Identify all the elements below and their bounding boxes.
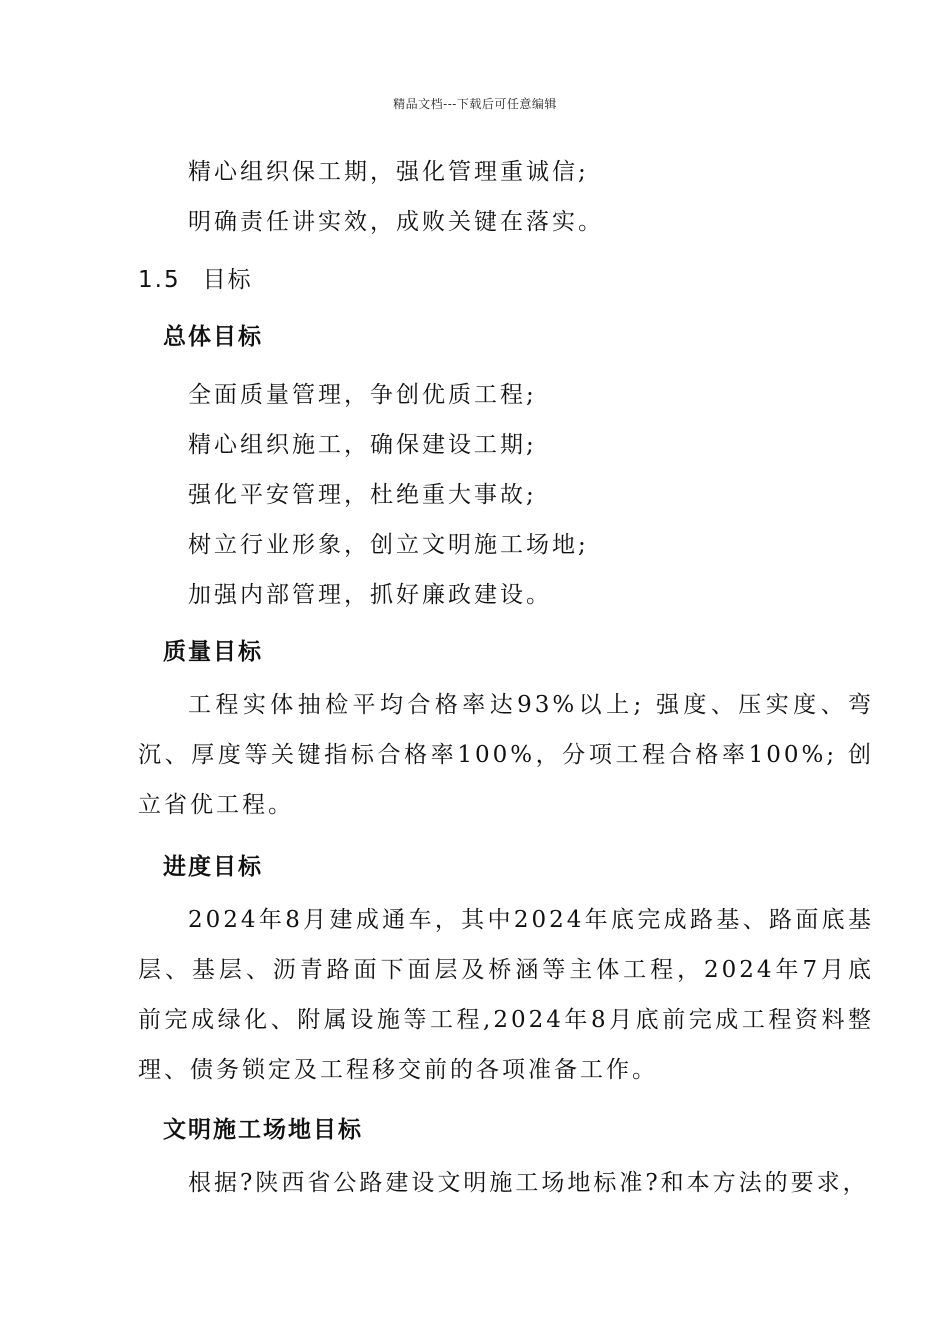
page-header: 精品文档---下载后可任意编辑: [393, 97, 557, 111]
quality-goal-heading: 质量目标: [163, 639, 263, 665]
overall-goal-item: 全面质量管理，争创优质工程;: [188, 382, 537, 408]
civilized-site-goal-heading: 文明施工场地目标: [163, 1117, 363, 1143]
schedule-goal-paragraph: 2024年8月建成通车，其中2024年底完成路基、路面底基层、基层、沥青路面下面层及桥涵等主体工程，2024年7月底前完成绿化、附属设施等工程,2024年8月底前完成工程资料整理、债务锁定及工程移交前的各项准备工作。: [138, 907, 874, 1083]
overall-goal-heading: 总体目标: [163, 324, 263, 350]
intro-line-1: 精心组织保工期，强化管理重诚信;: [188, 159, 589, 185]
overall-goal-item: 精心组织施工，确保建设工期;: [188, 432, 537, 458]
overall-goal-item: 加强内部管理，抓好廉政建设。: [188, 582, 552, 608]
overall-goal-item: 树立行业形象，创立文明施工场地;: [188, 532, 589, 558]
section-title: [138, 261, 253, 294]
quality-goal-paragraph: 工程实体抽检平均合格率达93%以上; 强度、压实度、弯沉、厚度等关键指标合格率100%，分项工程合格率100%; 创立省优工程。: [138, 692, 874, 818]
schedule-goal-heading: 进度目标: [163, 854, 263, 880]
overall-goal-item: 强化平安管理，杜绝重大事故;: [188, 482, 537, 508]
section-number: 1.5: [138, 267, 181, 293]
section-label: 目标: [202, 267, 253, 293]
civilized-site-goal-paragraph: 根据?陕西省公路建设文明施工场地标准?和本方法的要求，: [188, 1170, 869, 1196]
intro-line-2: 明确责任讲实效，成败关键在落实。: [188, 209, 604, 235]
